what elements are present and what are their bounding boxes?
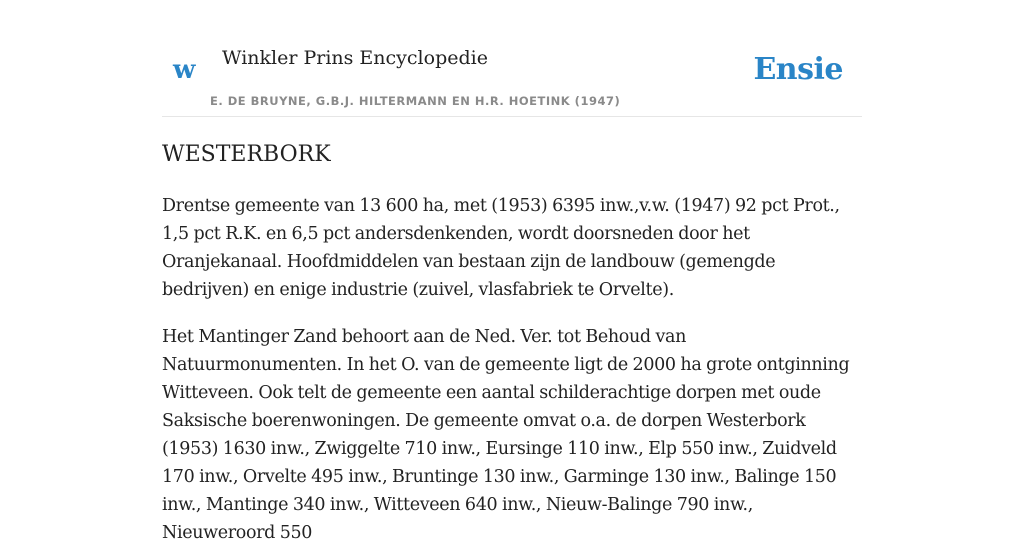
authors-line: E. DE BRUYNE, G.B.J. HILTERMANN EN H.R. HOETINK (1947) — [210, 94, 621, 108]
article-paragraph-2: Het Mantinger Zand behoort aan de Ned. Ver. tot Behoud van Natuurmonumenten. In het O. van de gemeente ligt de 2000 ha grote ontginning Witteveen. Ook telt de gemeente een aantal schilderachtige dorpen met oude Saksische boerenwoningen. De gemeente omvat o.a. de dorpen Westerbork (1953) 1630 inw., Zwiggelte 710 inw., Eursinge 110 inw., Elp 550 inw., Zuidveld 170 inw., Orvelte 495 inw., Bruntinge 130 inw., Garminge 130 inw., Balinge 150 inw., Mantinge 340 inw., Witteveen 640 inw., Nieuw-Balinge 790 inw., Nieuweroord 550 — [162, 327, 850, 543]
site-header — [162, 0, 862, 117]
winkler-prins-logo-icon[interactable]: w — [173, 55, 196, 85]
ensie-logo-link[interactable]: Ensie — [753, 52, 843, 87]
content-container — [162, 0, 862, 543]
article-paragraph-1: Drentse gemeente van 13 600 ha, met (1953) 6395 inw.,v.w. (1947) 92 pct Prot., 1,5 pct R.K. en 6,5 pct andersdenkenden, wordt doorsneden door het Oranjekanaal. Hoofdmiddelen van bestaan zijn de landbouw (gemengde bedrijven) en enige industrie (zuivel, vlasfabriek te Orvelte). — [162, 196, 840, 300]
site-title-link[interactable]: Winkler Prins Encyclopedie — [222, 47, 488, 69]
entry-title: WESTERBORK — [162, 142, 331, 167]
